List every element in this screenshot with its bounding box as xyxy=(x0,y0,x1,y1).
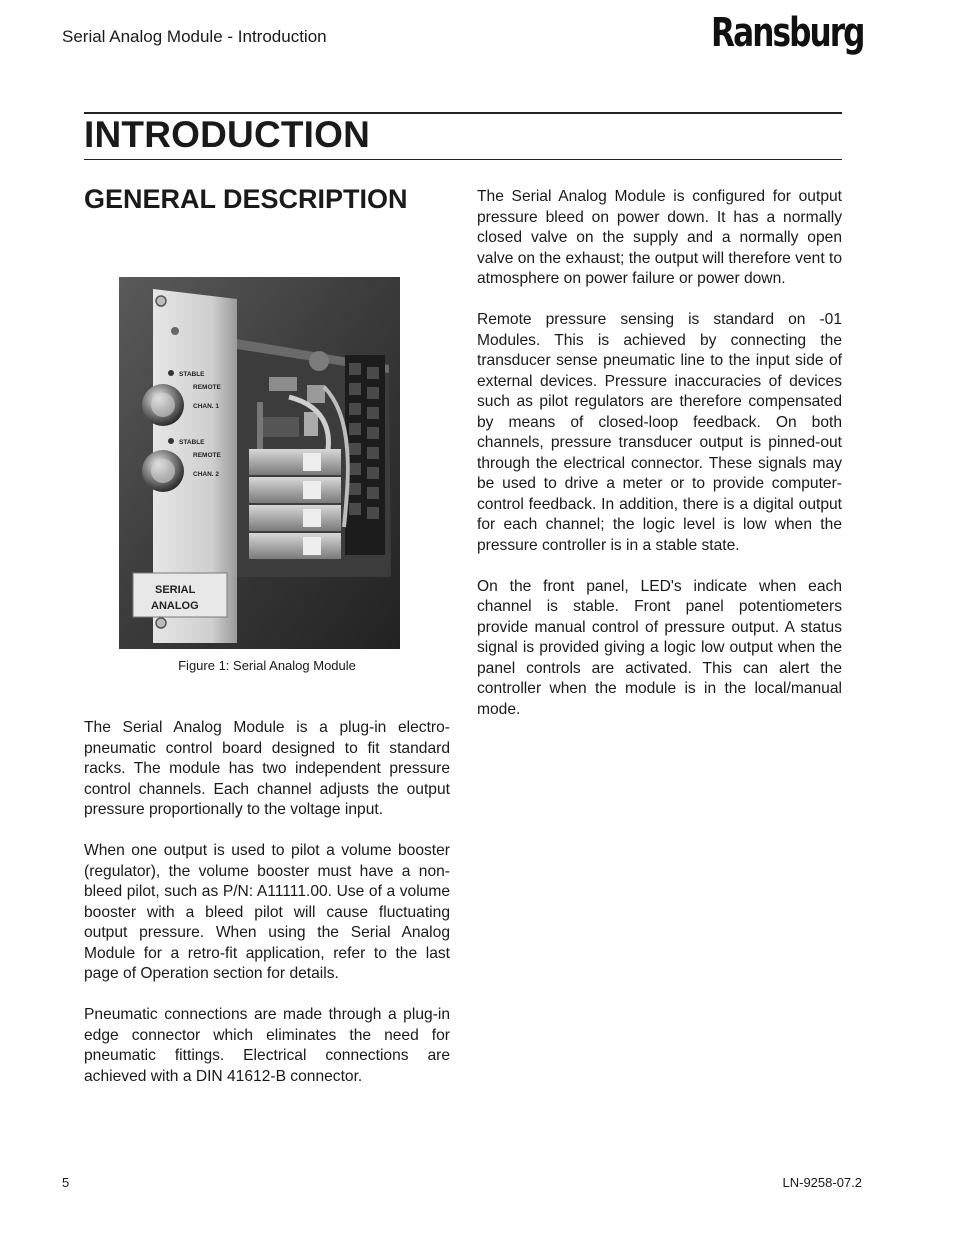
paragraph: When one output is used to pilot a volume booster (regulator), the volume booster must have a non-bleed pilot, such as P/N: A11111.00. Use of a volume booster with a bleed pilot will cause fluctuating output pressure. When using the Serial Analog Module for a retro-fit application, refer to the last page of Operation section for details. xyxy=(84,842,450,982)
title-rule-bottom xyxy=(84,159,842,160)
label-stable-1: STABLE xyxy=(179,371,205,378)
paragraph: The Serial Analog Module is configured for output pressure bleed on power down. It has a normally closed valve on the supply and a normally open valve on the exhaust; the output will therefore vent to atmosphere on power failure or power down. xyxy=(477,188,842,287)
label-serial: SERIAL xyxy=(155,584,196,596)
module-photo xyxy=(119,277,400,649)
document-code: LN-9258-07.2 xyxy=(782,1175,862,1190)
label-stable-2: STABLE xyxy=(179,439,205,446)
paragraph: Remote pressure sensing is standard on -01 Modules. This is achieved by connecting the transducer sense pneumatic line to the input side of external devices. Pressure inaccuracies of devices such as pilot regulators are therefore compensated by means of closed-loop feedback. On both channels, pressure transducer output is pinned-out through the electrical connector. These signals may be used to drive a meter or to provide computer-control feedback. In addition, there is a digital output for each channel; the logic level is low when the pressure controller is in a stable state. xyxy=(477,311,842,554)
label-chan-2: CHAN. 2 xyxy=(193,471,220,478)
right-column xyxy=(477,187,842,741)
page-number: 5 xyxy=(62,1175,70,1190)
label-analog: ANALOG xyxy=(151,600,199,612)
left-column xyxy=(84,718,450,1108)
brand-logo: Ransburg xyxy=(711,10,864,56)
paragraph: The Serial Analog Module is a plug-in electro-pneumatic control board designed to fit standard racks. The module has two independent pressure control channels. Each channel adjusts the output pressure proportionally to the voltage input. xyxy=(84,719,450,818)
paragraph: Pneumatic connections are made through a plug-in edge connector which eliminates the need for pneumatic fittings. Electrical connections are achieved with a DIN 41612-B connector. xyxy=(84,1006,450,1085)
section-heading: GENERAL DESCRIPTION xyxy=(84,184,408,214)
label-chan-1: CHAN. 1 xyxy=(193,403,220,410)
figure-caption: Figure 1: Serial Analog Module xyxy=(178,658,356,673)
paragraph: On the front panel, LED's indicate when each channel is stable. Front panel potentiometers provide manual control of pressure output. A status signal is provided giving a logic low output when the panel controls are activated. This can alert the controller when the module is in the local/manual mode. xyxy=(477,577,842,718)
label-remote-2: REMOTE xyxy=(193,452,221,459)
header-title: Serial Analog Module - Introduction xyxy=(62,27,327,46)
label-remote-1: REMOTE xyxy=(193,384,221,391)
page-title: INTRODUCTION xyxy=(84,114,371,155)
